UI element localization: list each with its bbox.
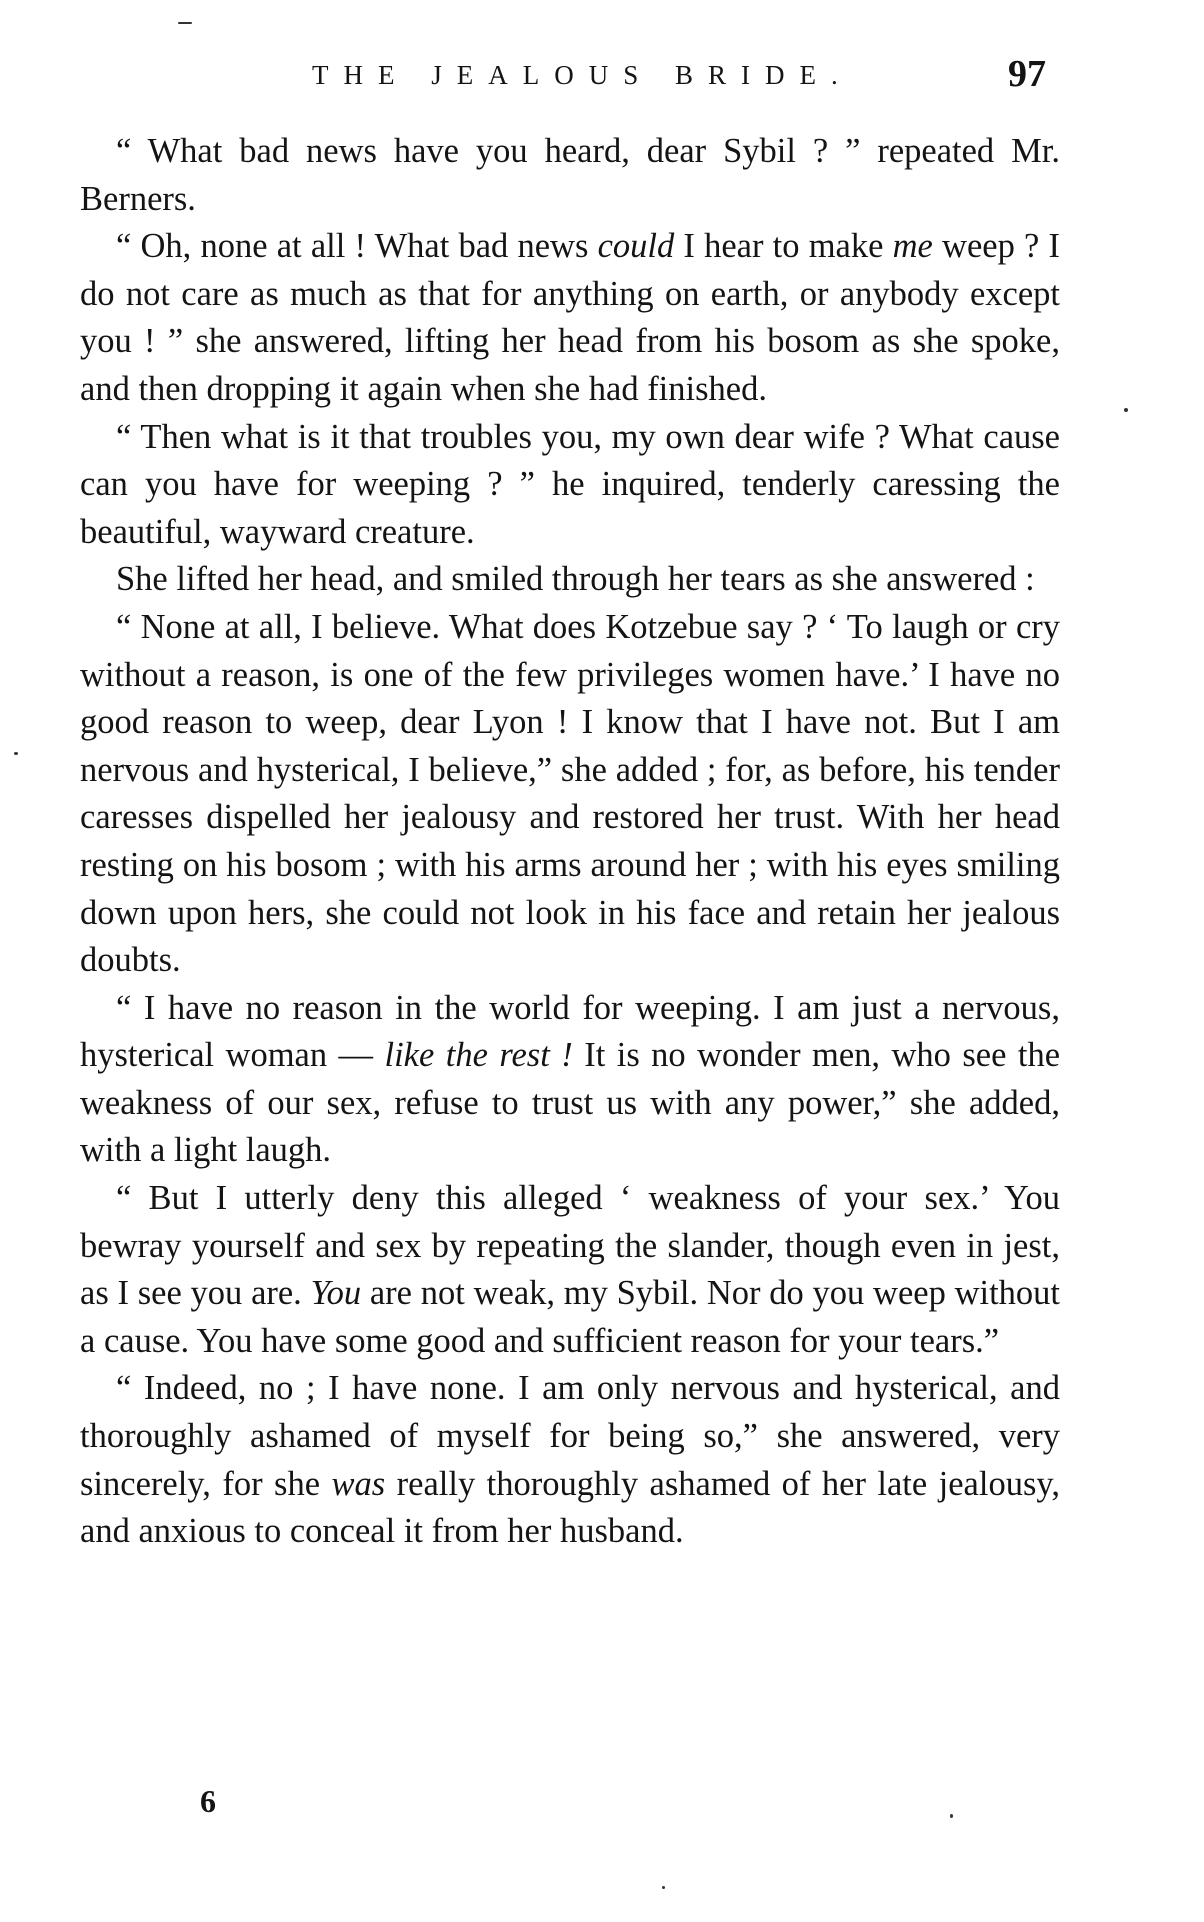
running-head [80,52,1060,102]
body-text [80,128,1060,1556]
print-speck [178,22,192,24]
paragraph [80,223,1060,413]
print-speck [14,752,18,755]
text-run: really thoroughly ashamed of her late jealousy, and anxious to conceal it from her husband. [80,1464,1061,1551]
signature-mark: 6 [200,1783,216,1819]
text-run: “ Then what is it that troubles you, my own dear wife ? What cause can you have for weeping ? ” he inquired, tenderly caressing the beautiful, wayward creature. [80,417,1060,551]
paragraph [80,414,1060,557]
print-speck [662,1886,665,1889]
print-speck [1124,408,1128,412]
text-run: It is no wonder men, who see the weakness of our sex, refuse to trust us with any power,” she added, with a light laugh. [80,1036,1061,1170]
text-run: “ Oh, none at all ! What bad news [116,227,598,266]
page-number: 97 [1008,53,1046,95]
italic-run: like the rest ! [384,1036,573,1075]
text-run: “ I have no reason in the world for weeping. I am just a nervous, hysterical woman — [80,988,1060,1075]
text-run: She lifted her head, and smiled through her tears as she answered : [116,560,1035,599]
text-run: “ What bad news have you heard, dear Sybil ? ” repeated Mr. Berners. [80,132,1060,218]
italic-run: me [892,227,933,266]
text-run: “ Indeed, no ; I have none. I am only nervous and hysterical, and thoroughly ashamed of myself for being so,” she answered, very sincerely, for she [80,1369,1060,1503]
italic-run: You [310,1274,362,1313]
print-speck [950,1814,953,1818]
running-title: THE JEALOUS BRIDE. [312,60,853,90]
text-run: I hear to make [674,227,893,266]
paragraph [80,556,1060,604]
paragraph [80,604,1060,985]
paragraph [80,985,1060,1175]
paragraph [80,128,1060,223]
italic-run: could [597,227,675,266]
text-run: weep ? I do not care as much as that for anything on earth, or anybody except you ! ” she answered, lifting her head from his bosom as she spoke, and then dropping it again when she had finished. [80,227,1061,408]
paragraph [80,1175,1060,1365]
text-run: are not weak, my Sybil. Nor do you weep without a cause. You have some good and sufficient reason for your tears.” [80,1274,1060,1360]
text-run: “ But I utterly deny this alleged ‘ weakness of your sex.’ You bewray yourself and sex by repeating the slander, though even in jest, as I see you are. [80,1179,1060,1313]
paragraph [80,1365,1060,1555]
italic-run: was [331,1464,386,1503]
text-run: “ None at all, I believe. What does Kotzebue say ? ‘ To laugh or cry without a reason, is one of the few privileges women have.’ I have no good reason to weep, dear Lyon ! I know that I have not. But I am nervous and hysterical, I believe,” she added ; for, as before, his tender caresses dispelled her jealousy and restored her trust. With her head resting on his bosom ; with his arms around her ; with his eyes smiling down upon hers, she could not look in his face and retain her jealous doubts. [80,607,1060,980]
